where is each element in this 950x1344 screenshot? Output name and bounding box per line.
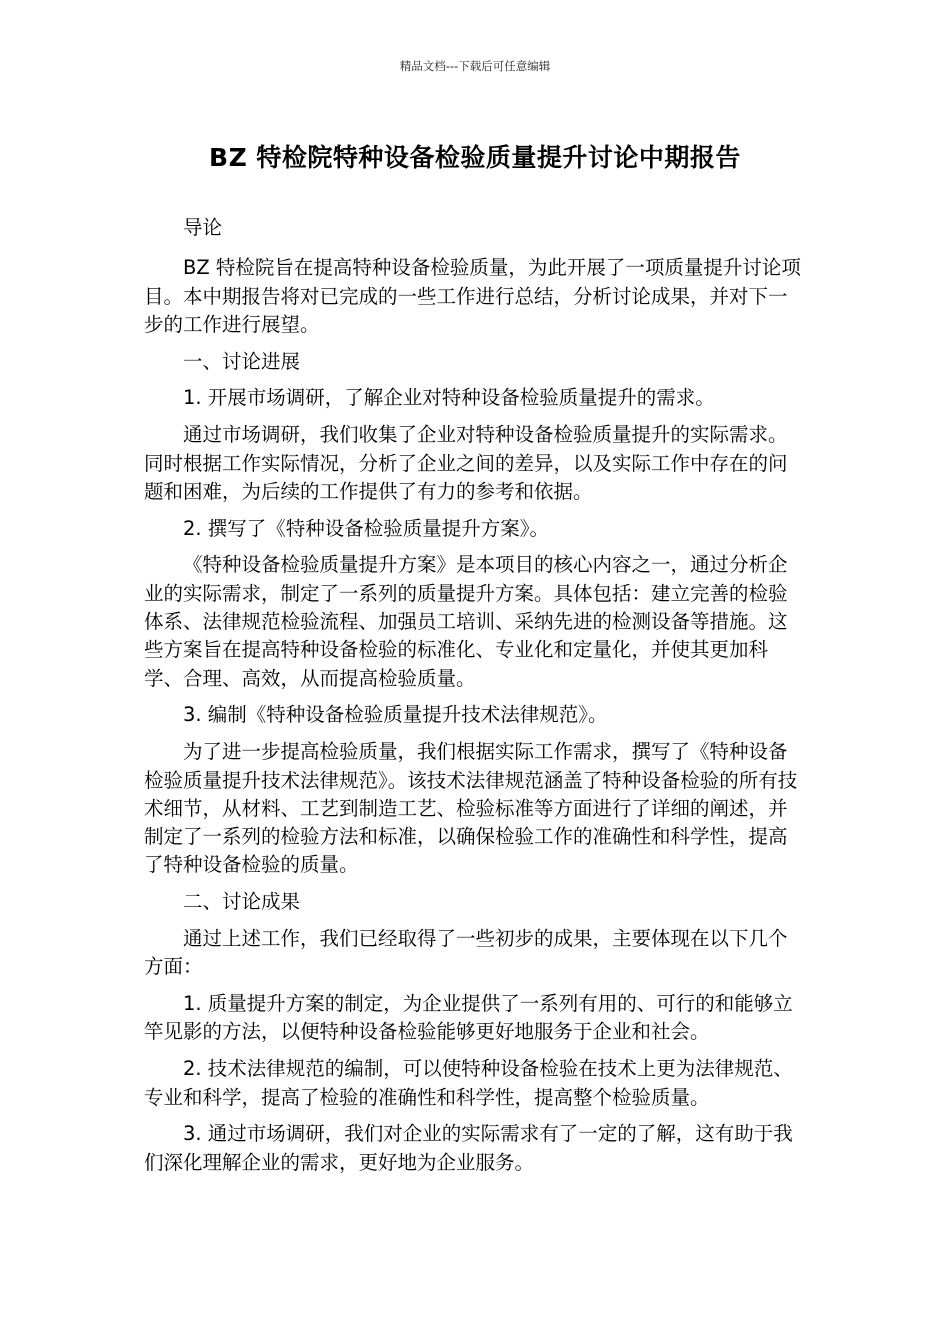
paragraph-intro: BZ 特检院旨在提高特种设备检验质量，为此开展了一项质量提升讨论项目。本中期报告将对已完成的一些工作进行总结，分析讨论成果，并对下一步的工作进行展望。 bbox=[144, 256, 801, 336]
section-heading-results: 二、讨论成果 bbox=[183, 890, 301, 914]
result-item-2: 2. 技术法律规范的编制，可以使特种设备检验在技术上更为法律规范、专业和科学，提高了检验的准确性和科学性，提高整个检验质量。 bbox=[144, 1057, 793, 1109]
document-title: BZ 特检院特种设备检验质量提升讨论中期报告 bbox=[209, 143, 741, 172]
paragraph-improvement-plan: 《特种设备检验质量提升方案》是本项目的核心内容之一，通过分析企业的实际需求，制定了一系列的质量提升方案。具体包括：建立完善的检验体系、法律规范检验流程、加强员工培训、采纳先进的检测设备等措施。这些方案旨在提高特种设备检验的标准化、专业化和定量化，并使其更加科学、合理、高效，从而提高检验质量。 bbox=[144, 553, 788, 690]
section-heading-progress: 一、讨论进展 bbox=[183, 349, 301, 373]
document-body bbox=[144, 214, 804, 1185]
section-heading-intro: 导论 bbox=[183, 216, 223, 239]
result-item-3: 3. 通过市场调研，我们对企业的实际需求有了一定的了解，这有助于我们深化理解企业的需求，更好地为企业服务。 bbox=[144, 1122, 793, 1174]
item-heading-market-research: 1. 开展市场调研，了解企业对特种设备检验质量提升的需求。 bbox=[183, 386, 715, 410]
paragraph-technical-standards: 为了进一步提高检验质量，我们根据实际工作需求，撰写了《特种设备检验质量提升技术法律规范》。该技术法律规范涵盖了特种设备检验的所有技术细节，从材料、工艺到制造工艺、检验标准等方面进行了详细的阐述，并制定了一系列的检验方法和标准，以确保检验工作的准确性和科学性，提高了特种设备检验的质量。 bbox=[144, 740, 798, 877]
header-note: 精品文档---下载后可任意编辑 bbox=[399, 59, 551, 73]
paragraph-results-intro: 通过上述工作，我们已经取得了一些初步的成果，主要体现在以下几个方面： bbox=[144, 927, 788, 979]
paragraph-market-research: 通过市场调研，我们收集了企业对特种设备检验质量提升的实际需求。同时根据工作实际情况，分析了企业之间的差异，以及实际工作中存在的问题和困难，为后续的工作提供了有力的参考和依据。 bbox=[144, 423, 788, 503]
item-heading-improvement-plan: 2. 撰写了《特种设备检验质量提升方案》。 bbox=[183, 516, 550, 540]
result-item-1: 1. 质量提升方案的制定，为企业提供了一系列有用的、可行的和能够立竿见影的方法，以便特种设备检验能够更好地服务于企业和社会。 bbox=[144, 992, 793, 1044]
item-heading-technical-standards: 3. 编制《特种设备检验质量提升技术法律规范》。 bbox=[183, 703, 608, 727]
